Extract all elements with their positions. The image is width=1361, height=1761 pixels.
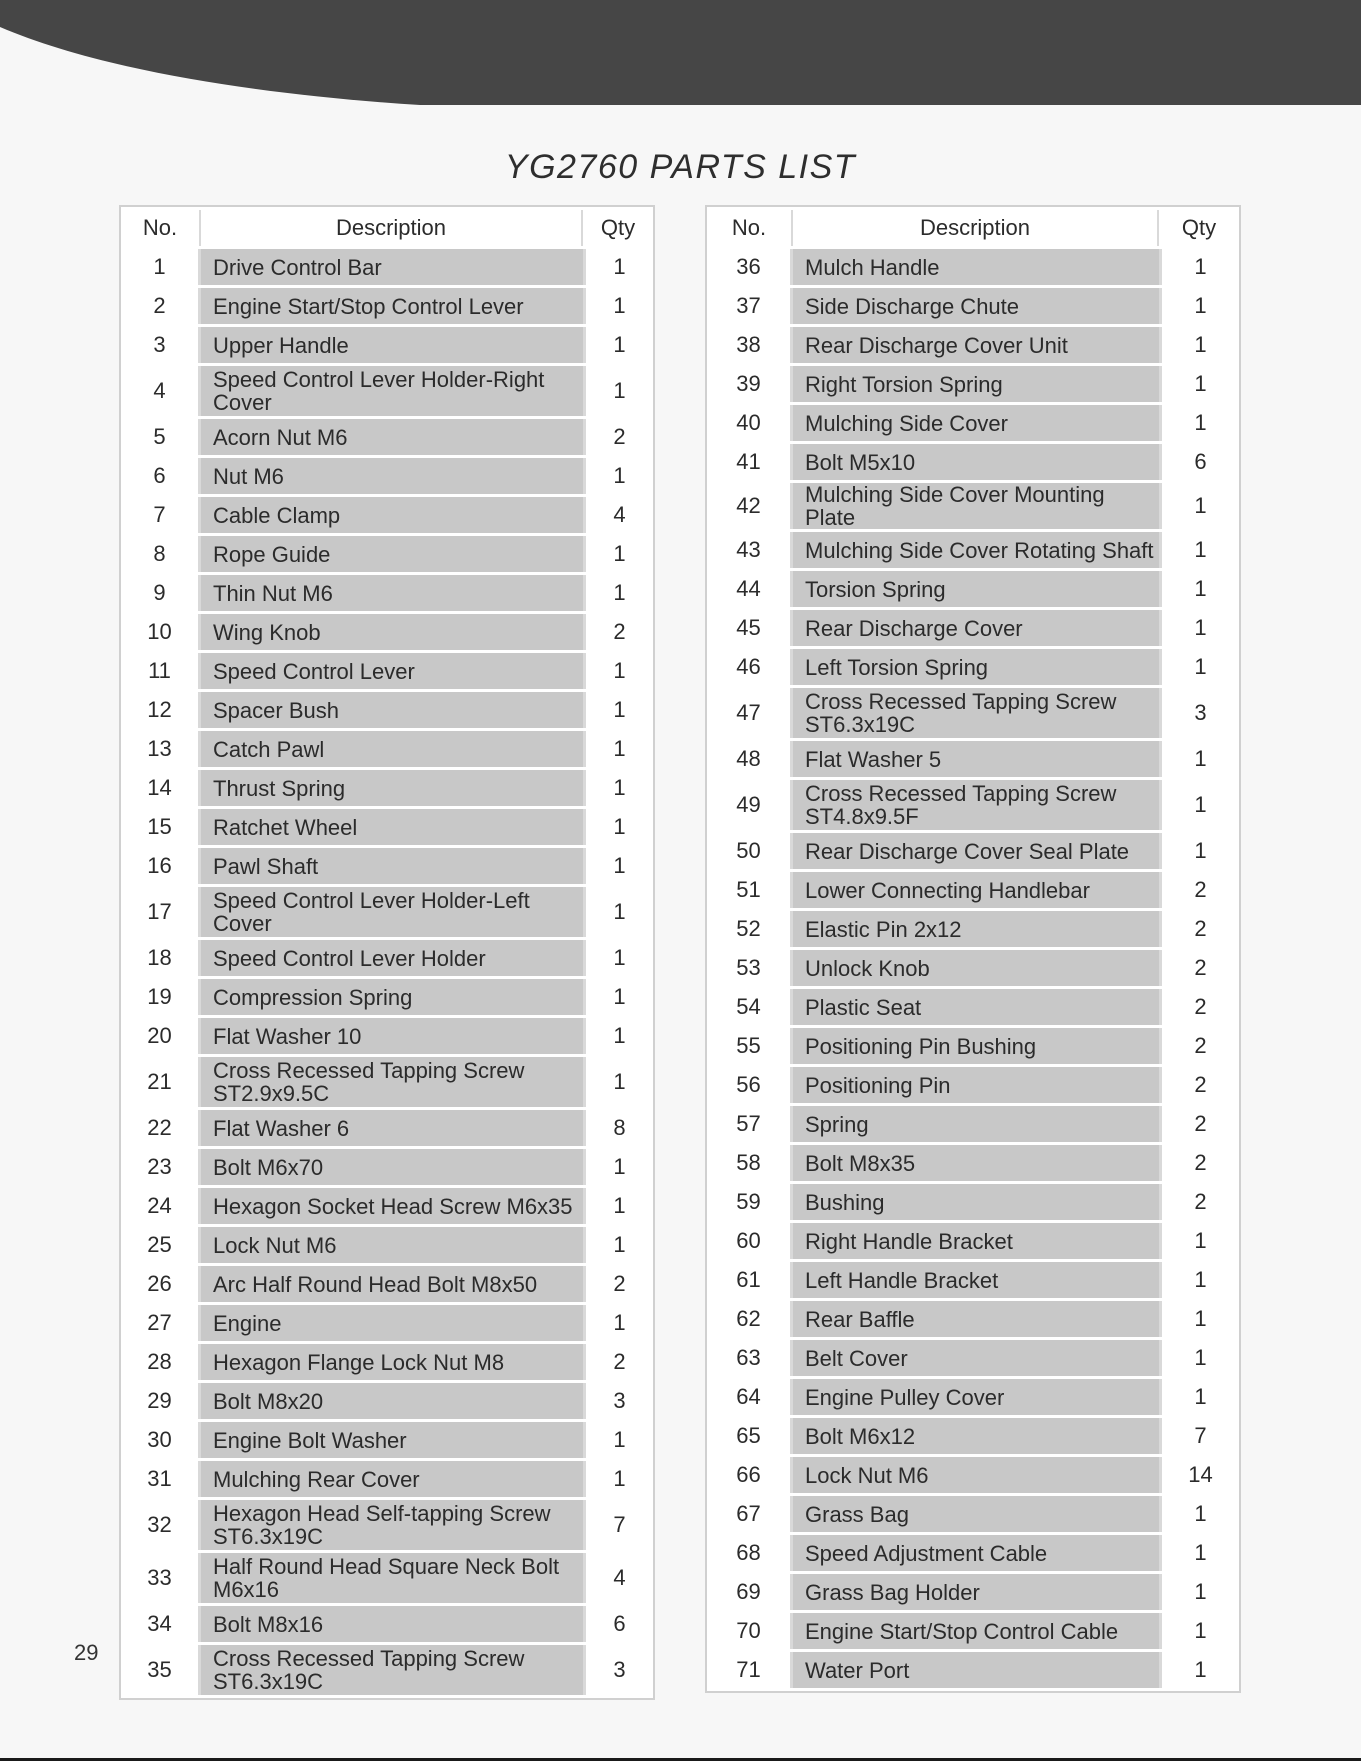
part-quantity: 1	[1159, 483, 1239, 529]
part-description: Rope Guide	[201, 536, 583, 572]
part-number: 70	[707, 1613, 793, 1649]
part-quantity: 1	[583, 1018, 653, 1054]
part-number: 34	[121, 1606, 201, 1642]
part-quantity: 1	[1159, 1613, 1239, 1649]
table-row	[707, 366, 1239, 402]
page-title: YG2760 PARTS LIST	[504, 148, 857, 186]
table-row	[121, 1266, 653, 1302]
table-row	[121, 458, 653, 494]
part-description: Hexagon Socket Head Screw M6x35	[201, 1188, 583, 1224]
part-quantity: 1	[583, 979, 653, 1015]
part-quantity: 1	[1159, 1652, 1239, 1688]
table-row	[121, 1110, 653, 1146]
table-row	[121, 288, 653, 324]
table-row	[121, 653, 653, 689]
part-number: 4	[121, 366, 201, 416]
table-row	[707, 532, 1239, 568]
part-description: Pawl Shaft	[201, 848, 583, 884]
part-quantity: 2	[1159, 1184, 1239, 1220]
table-row	[707, 327, 1239, 363]
part-number: 10	[121, 614, 201, 650]
part-number: 36	[707, 249, 793, 285]
part-quantity: 1	[583, 249, 653, 285]
part-number: 61	[707, 1262, 793, 1298]
part-description: Flat Washer 5	[793, 741, 1159, 777]
page-number: 29	[74, 1640, 99, 1665]
part-number: 53	[707, 950, 793, 986]
part-description: Thrust Spring	[201, 770, 583, 806]
part-number: 39	[707, 366, 793, 402]
table-row	[707, 1457, 1239, 1493]
part-quantity: 1	[1159, 327, 1239, 363]
part-number: 20	[121, 1018, 201, 1054]
part-number: 28	[121, 1344, 201, 1380]
table-row	[121, 1422, 653, 1458]
part-number: 24	[121, 1188, 201, 1224]
part-description: Thin Nut M6	[201, 575, 583, 611]
part-quantity: 1	[583, 940, 653, 976]
part-quantity: 7	[1159, 1418, 1239, 1454]
table-row	[707, 1379, 1239, 1415]
part-description: Arc Half Round Head Bolt M8x50	[201, 1266, 583, 1302]
part-number: 32	[121, 1500, 201, 1550]
part-number: 68	[707, 1535, 793, 1571]
part-description: Cross Recessed Tapping Screw ST6.3x19C	[793, 688, 1159, 738]
table-row	[707, 741, 1239, 777]
table-row	[707, 571, 1239, 607]
part-description: Positioning Pin	[793, 1067, 1159, 1103]
part-number: 67	[707, 1496, 793, 1532]
part-description: Lock Nut M6	[793, 1457, 1159, 1493]
part-number: 47	[707, 688, 793, 738]
table-row	[121, 940, 653, 976]
table-row	[707, 1574, 1239, 1610]
part-quantity: 1	[583, 1422, 653, 1458]
part-description: Right Handle Bracket	[793, 1223, 1159, 1259]
part-number: 48	[707, 741, 793, 777]
part-number: 54	[707, 989, 793, 1025]
part-description: Acorn Nut M6	[201, 419, 583, 455]
part-number: 58	[707, 1145, 793, 1181]
part-quantity: 2	[1159, 911, 1239, 947]
table-row	[707, 1067, 1239, 1103]
part-number: 1	[121, 249, 201, 285]
table-row	[121, 366, 653, 416]
part-number: 59	[707, 1184, 793, 1220]
table-row	[707, 1496, 1239, 1532]
part-quantity: 2	[1159, 1067, 1239, 1103]
part-quantity: 2	[583, 419, 653, 455]
part-quantity: 1	[583, 366, 653, 416]
column-header-qty: Qty	[583, 210, 653, 246]
part-quantity: 2	[1159, 1028, 1239, 1064]
part-quantity: 3	[583, 1645, 653, 1695]
table-row	[707, 1028, 1239, 1064]
table-row	[707, 405, 1239, 441]
part-quantity: 3	[1159, 688, 1239, 738]
part-quantity: 8	[583, 1110, 653, 1146]
part-description: Torsion Spring	[793, 571, 1159, 607]
table-header-row	[707, 210, 1239, 246]
part-description: Mulching Rear Cover	[201, 1461, 583, 1497]
part-quantity: 1	[1159, 1301, 1239, 1337]
part-quantity: 14	[1159, 1457, 1239, 1493]
part-number: 46	[707, 649, 793, 685]
table-row	[707, 1535, 1239, 1571]
table-row	[121, 979, 653, 1015]
part-quantity: 1	[583, 1188, 653, 1224]
part-description: Flat Washer 10	[201, 1018, 583, 1054]
table-row	[121, 327, 653, 363]
part-description: Grass Bag Holder	[793, 1574, 1159, 1610]
part-description: Engine Start/Stop Control Cable	[793, 1613, 1159, 1649]
part-quantity: 1	[583, 809, 653, 845]
part-quantity: 1	[1159, 649, 1239, 685]
part-quantity: 1	[583, 536, 653, 572]
part-description: Catch Pawl	[201, 731, 583, 767]
table-row	[707, 1301, 1239, 1337]
part-quantity: 1	[1159, 1262, 1239, 1298]
part-quantity: 1	[1159, 405, 1239, 441]
part-quantity: 1	[1159, 610, 1239, 646]
part-number: 15	[121, 809, 201, 845]
part-number: 51	[707, 872, 793, 908]
part-description: Mulching Side Cover Rotating Shaft	[793, 532, 1159, 568]
part-quantity: 1	[583, 848, 653, 884]
table-row	[707, 1652, 1239, 1688]
part-number: 22	[121, 1110, 201, 1146]
part-number: 30	[121, 1422, 201, 1458]
part-number: 11	[121, 653, 201, 689]
part-quantity: 4	[583, 497, 653, 533]
table-row	[707, 1106, 1239, 1142]
parts-table-left	[119, 205, 655, 1700]
part-quantity: 1	[583, 1305, 653, 1341]
part-number: 27	[121, 1305, 201, 1341]
part-number: 12	[121, 692, 201, 728]
column-header-description: Description	[793, 210, 1159, 246]
part-number: 56	[707, 1067, 793, 1103]
part-number: 44	[707, 571, 793, 607]
column-header-qty: Qty	[1159, 210, 1239, 246]
part-number: 64	[707, 1379, 793, 1415]
table-row	[707, 780, 1239, 830]
part-quantity: 1	[583, 1057, 653, 1107]
part-number: 23	[121, 1149, 201, 1185]
table-row	[121, 536, 653, 572]
part-quantity: 1	[583, 1227, 653, 1263]
table-row	[121, 1383, 653, 1419]
part-number: 52	[707, 911, 793, 947]
part-description: Speed Control Lever Holder-Right Cover	[201, 366, 583, 416]
part-quantity: 2	[1159, 1145, 1239, 1181]
part-description: Bolt M8x20	[201, 1383, 583, 1419]
table-row	[707, 1418, 1239, 1454]
table-row	[121, 1018, 653, 1054]
part-quantity: 2	[583, 614, 653, 650]
part-number: 60	[707, 1223, 793, 1259]
part-description: Spacer Bush	[201, 692, 583, 728]
table-header-row	[121, 210, 653, 246]
part-quantity: 2	[1159, 1106, 1239, 1142]
part-quantity: 1	[583, 327, 653, 363]
part-quantity: 1	[1159, 833, 1239, 869]
part-description: Bolt M8x16	[201, 1606, 583, 1642]
part-description: Nut M6	[201, 458, 583, 494]
part-number: 18	[121, 940, 201, 976]
part-description: Bolt M8x35	[793, 1145, 1159, 1181]
part-description: Bolt M6x70	[201, 1149, 583, 1185]
part-description: Compression Spring	[201, 979, 583, 1015]
part-description: Cross Recessed Tapping Screw ST6.3x19C	[201, 1645, 583, 1695]
part-quantity: 1	[1159, 249, 1239, 285]
part-quantity: 1	[1159, 571, 1239, 607]
parts-table-left-body	[121, 249, 653, 1695]
part-number: 17	[121, 887, 201, 937]
part-description: Cross Recessed Tapping Screw ST4.8x9.5F	[793, 780, 1159, 830]
part-description: Engine Start/Stop Control Lever	[201, 288, 583, 324]
part-description: Lock Nut M6	[201, 1227, 583, 1263]
part-number: 8	[121, 536, 201, 572]
part-description: Half Round Head Square Neck Bolt M6x16	[201, 1553, 583, 1603]
part-number: 2	[121, 288, 201, 324]
part-description: Elastic Pin 2x12	[793, 911, 1159, 947]
table-row	[121, 419, 653, 455]
part-number: 33	[121, 1553, 201, 1603]
part-description: Speed Control Lever Holder	[201, 940, 583, 976]
part-number: 66	[707, 1457, 793, 1493]
part-number: 16	[121, 848, 201, 884]
part-description: Speed Control Lever Holder-Left Cover	[201, 887, 583, 937]
table-row	[707, 989, 1239, 1025]
part-number: 55	[707, 1028, 793, 1064]
part-quantity: 1	[583, 575, 653, 611]
part-description: Wing Knob	[201, 614, 583, 650]
part-number: 71	[707, 1652, 793, 1688]
part-description: Rear Discharge Cover Seal Plate	[793, 833, 1159, 869]
table-row	[707, 1262, 1239, 1298]
table-row	[121, 249, 653, 285]
table-row	[121, 614, 653, 650]
part-quantity: 1	[583, 1149, 653, 1185]
part-quantity: 1	[1159, 1340, 1239, 1376]
column-header-no: No.	[121, 210, 201, 246]
parts-table-right	[705, 205, 1241, 1693]
part-number: 31	[121, 1461, 201, 1497]
part-number: 6	[121, 458, 201, 494]
part-description: Mulching Side Cover	[793, 405, 1159, 441]
part-quantity: 3	[583, 1383, 653, 1419]
part-quantity: 1	[1159, 1379, 1239, 1415]
part-description: Hexagon Head Self-tapping Screw ST6.3x19C	[201, 1500, 583, 1550]
part-quantity: 1	[1159, 741, 1239, 777]
part-description: Mulch Handle	[793, 249, 1159, 285]
part-quantity: 2	[583, 1266, 653, 1302]
part-number: 29	[121, 1383, 201, 1419]
table-row	[121, 809, 653, 845]
part-number: 45	[707, 610, 793, 646]
part-number: 19	[121, 979, 201, 1015]
header-wave	[0, 0, 1361, 110]
part-description: Rear Baffle	[793, 1301, 1159, 1337]
part-number: 41	[707, 444, 793, 480]
part-description: Hexagon Flange Lock Nut M8	[201, 1344, 583, 1380]
part-number: 21	[121, 1057, 201, 1107]
part-description: Cable Clamp	[201, 497, 583, 533]
table-row	[121, 1606, 653, 1642]
part-description: Grass Bag	[793, 1496, 1159, 1532]
table-row	[121, 1344, 653, 1380]
part-description: Lower Connecting Handlebar	[793, 872, 1159, 908]
table-row	[121, 497, 653, 533]
table-row	[707, 911, 1239, 947]
part-quantity: 1	[583, 731, 653, 767]
part-description: Belt Cover	[793, 1340, 1159, 1376]
table-row	[707, 249, 1239, 285]
part-number: 69	[707, 1574, 793, 1610]
part-description: Unlock Knob	[793, 950, 1159, 986]
table-row	[707, 950, 1239, 986]
part-number: 25	[121, 1227, 201, 1263]
table-row	[707, 649, 1239, 685]
part-description: Bolt M6x12	[793, 1418, 1159, 1454]
part-number: 3	[121, 327, 201, 363]
part-quantity: 1	[1159, 366, 1239, 402]
part-description: Upper Handle	[201, 327, 583, 363]
part-description: Flat Washer 6	[201, 1110, 583, 1146]
part-number: 40	[707, 405, 793, 441]
part-description: Plastic Seat	[793, 989, 1159, 1025]
part-quantity: 1	[583, 887, 653, 937]
part-number: 35	[121, 1645, 201, 1695]
table-row	[121, 1227, 653, 1263]
table-row	[707, 833, 1239, 869]
table-row	[121, 1057, 653, 1107]
part-description: Bolt M5x10	[793, 444, 1159, 480]
part-number: 9	[121, 575, 201, 611]
column-header-no: No.	[707, 210, 793, 246]
part-description: Engine Pulley Cover	[793, 1379, 1159, 1415]
part-quantity: 1	[1159, 532, 1239, 568]
part-quantity: 1	[1159, 288, 1239, 324]
part-description: Cross Recessed Tapping Screw ST2.9x9.5C	[201, 1057, 583, 1107]
part-number: 43	[707, 532, 793, 568]
part-quantity: 1	[1159, 1574, 1239, 1610]
part-number: 57	[707, 1106, 793, 1142]
part-quantity: 1	[583, 1461, 653, 1497]
part-quantity: 4	[583, 1553, 653, 1603]
part-number: 5	[121, 419, 201, 455]
table-row	[121, 1500, 653, 1550]
part-quantity: 1	[1159, 1535, 1239, 1571]
table-row	[121, 1645, 653, 1695]
part-quantity: 7	[583, 1500, 653, 1550]
table-row	[121, 770, 653, 806]
table-row	[707, 1184, 1239, 1220]
part-description: Left Handle Bracket	[793, 1262, 1159, 1298]
part-description: Ratchet Wheel	[201, 809, 583, 845]
part-quantity: 6	[583, 1606, 653, 1642]
part-quantity: 1	[583, 288, 653, 324]
part-description: Water Port	[793, 1652, 1159, 1688]
part-description: Left Torsion Spring	[793, 649, 1159, 685]
part-description: Engine Bolt Washer	[201, 1422, 583, 1458]
table-row	[121, 1553, 653, 1603]
part-number: 14	[121, 770, 201, 806]
part-description: Side Discharge Chute	[793, 288, 1159, 324]
column-header-description: Description	[201, 210, 583, 246]
table-row	[121, 1305, 653, 1341]
part-quantity: 2	[1159, 872, 1239, 908]
table-row	[121, 848, 653, 884]
part-quantity: 1	[583, 458, 653, 494]
part-quantity: 2	[1159, 950, 1239, 986]
part-number: 62	[707, 1301, 793, 1337]
parts-table-right-body	[707, 249, 1239, 1688]
part-quantity: 1	[1159, 1223, 1239, 1259]
part-description: Rear Discharge Cover	[793, 610, 1159, 646]
table-row	[707, 1613, 1239, 1649]
part-quantity: 1	[1159, 1496, 1239, 1532]
part-quantity: 1	[583, 770, 653, 806]
part-quantity: 6	[1159, 444, 1239, 480]
table-row	[707, 1145, 1239, 1181]
table-row	[707, 444, 1239, 480]
table-row	[707, 483, 1239, 529]
part-description: Rear Discharge Cover Unit	[793, 327, 1159, 363]
part-description: Speed Adjustment Cable	[793, 1535, 1159, 1571]
part-quantity: 1	[583, 653, 653, 689]
part-description: Speed Control Lever	[201, 653, 583, 689]
part-number: 13	[121, 731, 201, 767]
part-description: Spring	[793, 1106, 1159, 1142]
table-row	[121, 731, 653, 767]
table-row	[121, 1149, 653, 1185]
part-number: 7	[121, 497, 201, 533]
part-number: 49	[707, 780, 793, 830]
part-number: 26	[121, 1266, 201, 1302]
part-description: Drive Control Bar	[201, 249, 583, 285]
table-row	[707, 688, 1239, 738]
table-row	[707, 610, 1239, 646]
part-description: Mulching Side Cover Mounting Plate	[793, 483, 1159, 529]
table-row	[121, 1461, 653, 1497]
table-row	[121, 692, 653, 728]
table-row	[707, 872, 1239, 908]
table-row	[707, 288, 1239, 324]
table-row	[121, 575, 653, 611]
part-description: Positioning Pin Bushing	[793, 1028, 1159, 1064]
part-number: 38	[707, 327, 793, 363]
part-quantity: 1	[1159, 780, 1239, 830]
part-number: 42	[707, 483, 793, 529]
part-number: 37	[707, 288, 793, 324]
table-row	[121, 887, 653, 937]
part-quantity: 1	[583, 692, 653, 728]
part-number: 50	[707, 833, 793, 869]
part-number: 65	[707, 1418, 793, 1454]
table-row	[707, 1340, 1239, 1376]
part-description: Engine	[201, 1305, 583, 1341]
table-row	[707, 1223, 1239, 1259]
table-row	[121, 1188, 653, 1224]
part-description: Bushing	[793, 1184, 1159, 1220]
part-quantity: 2	[1159, 989, 1239, 1025]
part-description: Right Torsion Spring	[793, 366, 1159, 402]
part-number: 63	[707, 1340, 793, 1376]
part-quantity: 2	[583, 1344, 653, 1380]
